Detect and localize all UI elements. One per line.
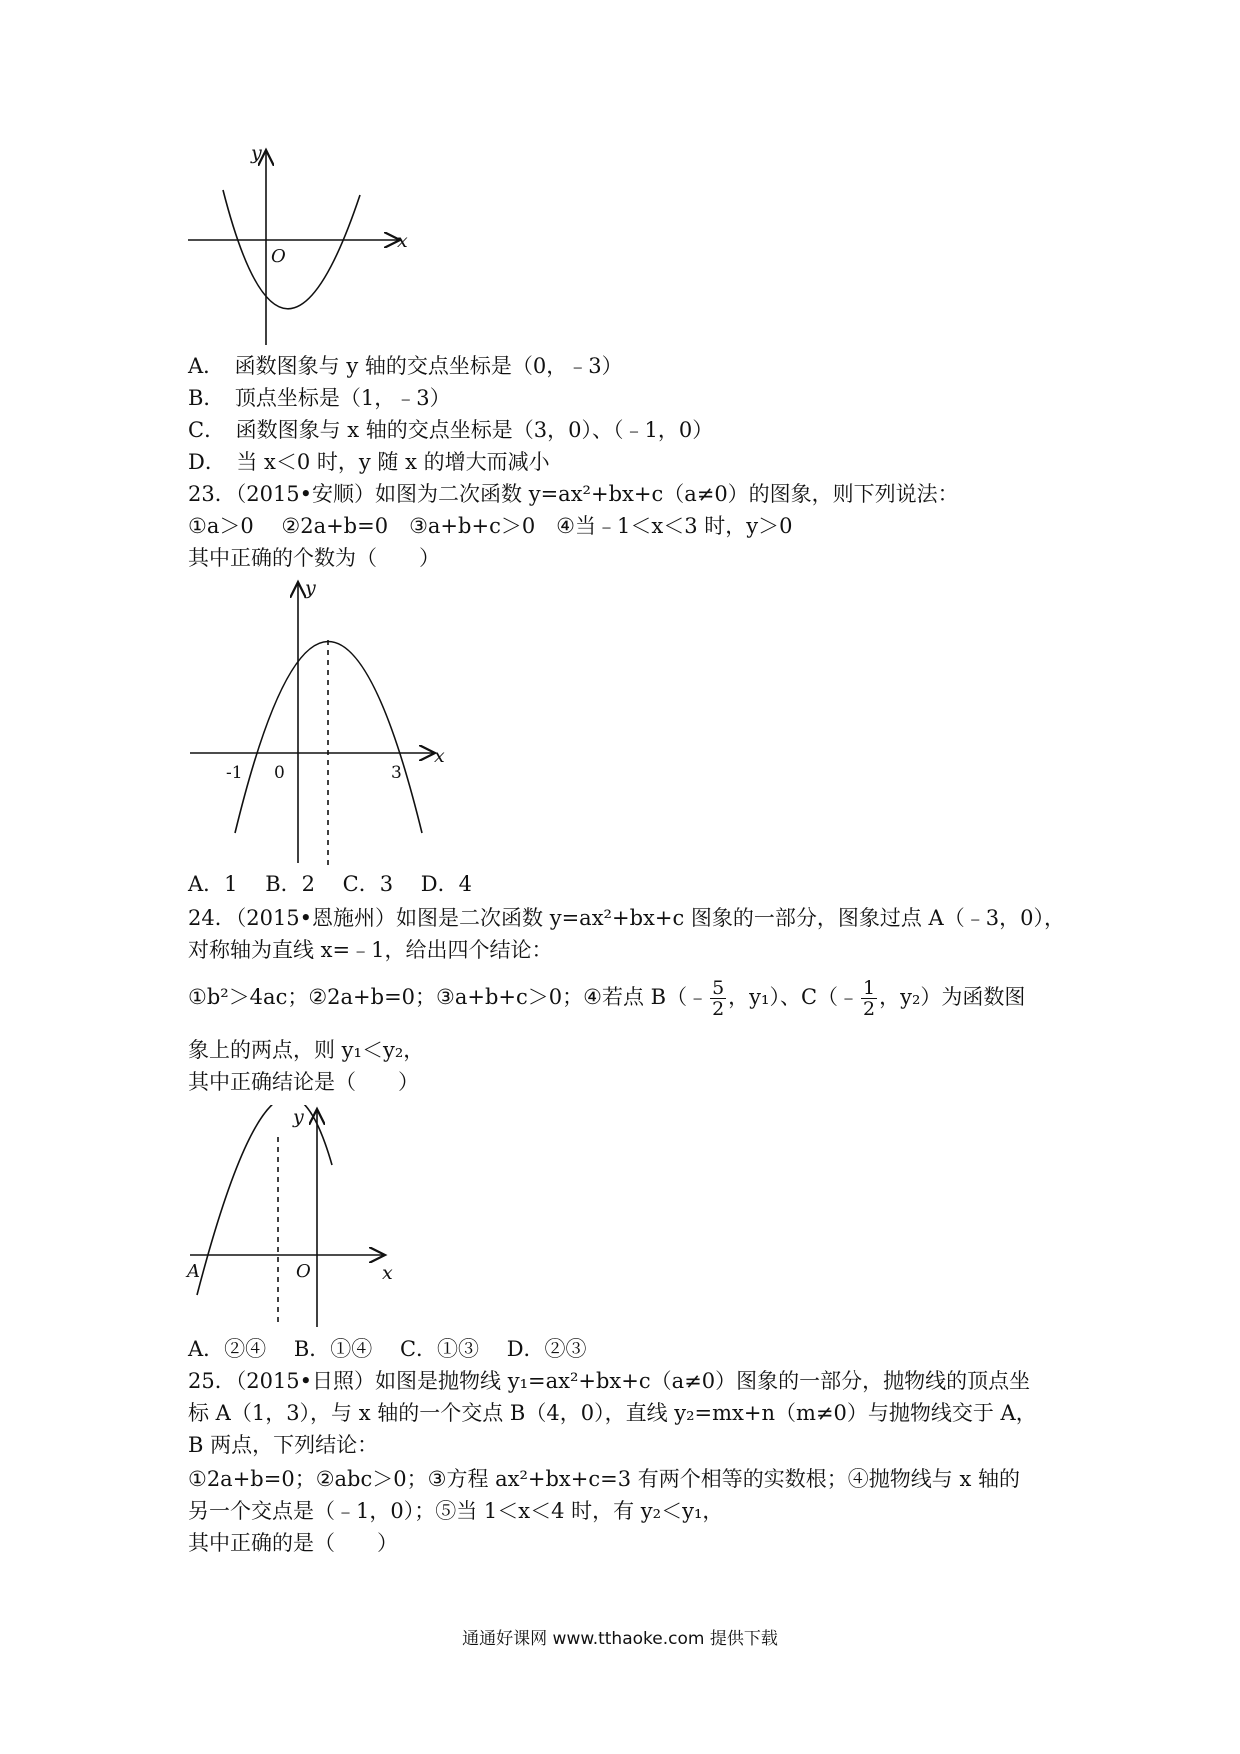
q22-origin-label: O (271, 246, 286, 267)
q23-x-label: x (434, 745, 445, 767)
q24-frac1-denominator: 2 (712, 998, 725, 1020)
q24-stem-3 (188, 978, 1025, 1019)
q25-stem-1: 25．（2015•日照）如图是抛物线 y₁=ax²+bx+c（a≠0）图象的一部分，抛物线的顶点坐 (188, 1369, 1031, 1393)
q24-point-a-label: A (187, 1261, 200, 1282)
q24-x-label: x (382, 1262, 393, 1284)
q24-frac2-denominator: 2 (863, 998, 876, 1020)
q22-option-d: D． 当 x＜0 时，y 随 x 的增大而减小 (188, 450, 550, 474)
q22-option-b: B． 顶点坐标是（1，﹣3） (188, 386, 451, 410)
q25-stem-5: 另一个交点是（﹣1，0）；⑤当 1＜x＜4 时，有 y₂＜y₁， (188, 1499, 724, 1523)
q24-fraction-5-2 (710, 978, 726, 1019)
q23-tick-0: 0 (274, 763, 285, 783)
q22-y-label: y (251, 145, 262, 164)
q23-graph (185, 578, 460, 868)
q24-frac2-numerator: 1 (863, 977, 876, 999)
q25-stem-2: 标 A（1，3），与 x 轴的一个交点 B（4，0），直线 y₂=mx+n（m≠0）与抛物线交于 A， (188, 1401, 1037, 1425)
q24-fraction-1-2 (861, 978, 877, 1019)
q24-stem-4: 象上的两点，则 y₁＜y₂， (188, 1038, 425, 1062)
q23-stem-1: 23．（2015•安顺）如图为二次函数 y=ax²+bx+c（a≠0）的图象，则下列说法： (188, 482, 959, 506)
q25-stem-6: 其中正确的是（ ） (188, 1531, 398, 1555)
q24-stem-1: 24．（2015•恩施州）如图是二次函数 y=ax²+bx+c 图象的一部分，图象过点 A（﹣3，0）， (188, 906, 1065, 930)
q23-options: A．1 B．2 C．3 D．4 (188, 872, 472, 896)
q24-stem-3-pre: ①b²＞4ac；②2a+b=0；③a+b+c＞0；④若点 B（﹣ (188, 985, 709, 1009)
q24-frac1-numerator: 5 (712, 977, 725, 999)
q23-tick-neg1: -1 (226, 763, 243, 783)
q22-graph (185, 145, 415, 350)
q24-stem-2: 对称轴为直线 x=﹣1，给出四个结论： (188, 938, 553, 962)
q22-option-c: C． 函数图象与 x 轴的交点坐标是（3，0）、（﹣1，0） (188, 418, 714, 442)
q23-tick-3: 3 (391, 763, 402, 783)
q23-stem-3: 其中正确的个数为（ ） (188, 546, 440, 570)
q25-stem-3: B 两点，下列结论： (188, 1433, 379, 1457)
q24-stem-3-post: ，y₂）为函数图 (879, 985, 1026, 1009)
q22-x-label: x (397, 230, 408, 252)
q22-option-a: A． 函数图象与 y 轴的交点坐标是（0，﹣3） (188, 354, 623, 378)
q23-y-label: y (305, 578, 316, 599)
q24-origin-label: O (296, 1261, 311, 1282)
q25-stem-4: ①2a+b=0；②abc＞0；③方程 ax²+bx+c=3 有两个相等的实数根；④抛物线与 x 轴的 (188, 1467, 1020, 1491)
q24-options: A．②④ B．①④ C．①③ D．②③ (188, 1337, 587, 1361)
q22-parabola (223, 190, 360, 309)
q24-graph (185, 1105, 400, 1330)
page-footer: 通通好课网 www.tthaoke.com 提供下载 (462, 1629, 778, 1649)
q24-y-label: y (293, 1106, 304, 1128)
q24-parabola (197, 1105, 332, 1295)
q24-stem-5: 其中正确结论是（ ） (188, 1070, 419, 1094)
q24-stem-3-mid: ，y₁）、C（﹣ (728, 985, 860, 1009)
q23-stem-2: ①a＞0 ②2a+b=0 ③a+b+c＞0 ④当﹣1＜x＜3 时，y＞0 (188, 514, 793, 538)
